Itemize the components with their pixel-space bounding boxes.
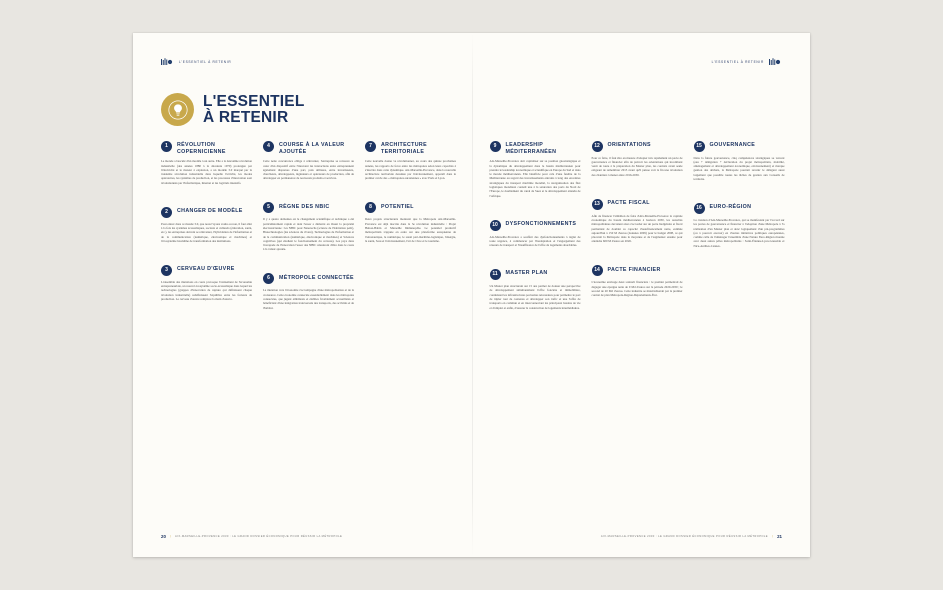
left-page-columns [161, 141, 458, 323]
entry-2-title: CHANGER DE MODÈLE [177, 208, 243, 215]
left-page [133, 33, 472, 557]
footer-right [601, 534, 782, 539]
footer-separator-left: | [169, 535, 171, 538]
folio-right: 21 [777, 534, 782, 539]
running-head-left-label: L'ESSENTIEL À RETENIR [179, 60, 232, 64]
entry-16-body: La création d'Aix-Marseille-Provence, qui se manifestant par l'accord sur les pactes de gouvernance et financier à l'adoption d'une Métropole à l'a réalisation d'un Master plan et donc logiquement d'un pré-programmes (ou à pouvoir exercer) en d'autres initiatives politiques européennes, comme celle de l'aménager l'ensemble d'une Nature Euro-Région montée avec deux autres pôles métropolitains : Saint-Étienne-Lyon-Grenoble et Nice-Antibes-Cannes. [693, 217, 785, 248]
entry-16-number: 16 [694, 203, 705, 214]
footer-left-text: AIX-MARSEILLE-PROVENCE 2030 : LE GRAND DOSSIER ÉCONOMIQUE POUR RÉUSSIR LA MÉTROPOLE [175, 535, 343, 538]
entry-6-number: 6 [263, 273, 274, 284]
entry-1 [161, 141, 252, 185]
marseille-provence-logo-icon [769, 58, 782, 66]
running-head-left [161, 58, 231, 66]
entry-7-head [365, 141, 456, 155]
entry-7-title: ARCHITECTURE TERRITORIALE [381, 142, 427, 155]
entry-15-head [694, 141, 785, 152]
left-column-3 [365, 141, 456, 323]
entry-12-number: 12 [592, 141, 603, 152]
entry-3-title: CERVEAU D'ŒUVRE [177, 266, 235, 273]
right-page [472, 33, 811, 557]
entry-13-number: 13 [592, 199, 603, 210]
entry-8-head [365, 203, 456, 214]
entry-8-number: 8 [365, 202, 376, 213]
entry-6-head [263, 274, 354, 285]
entry-9-body: Aix-Marseille-Provence doit capitaliser sur sa position géostratégique et la dynamique du développement dans le bassin méditerranéen pour prendre le leadership économique et scientifique en Europe du Sud et dans le monde méditerranéen. Elle bénéficie pour cela d'une fenêtre de la Méditerranée au regard des investissements entrants à long des enceintes stratégiques du transport maritime mondial, la réorganisation des flux logistiques mondiaux connaît une à la saturation des ports du Nord de l'Europe, le doublement du canal de Suez et le développement attendu de l'Afrique. [489, 159, 581, 198]
entry-11-number: 11 [490, 269, 501, 280]
entry-3-head [161, 265, 252, 276]
document-spread [133, 33, 810, 557]
entry-13-title: PACTE FISCAL [607, 200, 650, 207]
entry-4-body: Cette nette concurrence oblige à réinventer, l'entreprise se retrouve au cœur d'un dispositif entre l'innovant les interactions entre entreprennent également disparues d'une part, puis utilisées, entre investisseurs, chercheurs, développeurs, ingénieurs et opérateurs de production, afin de développer en permanence de nouveaux produits et services. [263, 159, 354, 181]
entry-12-title: ORIENTATIONS [607, 142, 651, 148]
entry-8-body: Deux projets structurants montrent que la Métropole Aix-Marseille-Provence est déjà inscrite dans la 3e révolution industrielle : Projet Hénon-Babin et Marseille Immunopôle. Le potentiel productif métropolitain s'appuie en outre sur une plateforme européenne de l'aéronautique, le numérique, le santé part-maritime-logistique, l'énergie, la santé, l'eau et l'environnement, l'art de vivre et le tourisme. [365, 217, 456, 243]
entry-11-title: MASTER PLAN [505, 270, 548, 277]
entry-1-number: 1 [161, 141, 172, 152]
entry-10-body: Aix-Marseille-Provence a souffert des dysfonctionnements à régler de toute urgence, à commencer par l'inadaptation et l'engorgement des réseaux de transport et l'insuffisance de l'offre de logements abordables. [489, 234, 581, 248]
marseille-provence-logo-icon [161, 58, 174, 66]
entry-1-body: Le monde a basculé d'un modèle à un autre. Elle a la deuxième révolution industrielle (des années 1880 à la décennie 1970) prolongée par l'électricité et le moteur à explosion, a un modèle 3.0 marqué par la troisième révolution industrielle dans laquelle l'activité, les modes opératoires, les systèmes de production, et les processus d'innovation sont révolutionnés par l'informatique, Internet et les logiciels intensifs. [161, 159, 252, 185]
entry-15 [694, 141, 785, 181]
lightbulb-idea-icon [168, 100, 188, 120]
entry-5-title: RÈGNE DES NBIC [279, 203, 330, 210]
entry-4-title: COURSE À LA VALEUR AJOUTÉE [279, 142, 345, 155]
entry-16-head [694, 203, 785, 214]
page-title-line1: L'ESSENTIEL [203, 92, 305, 110]
left-column-2 [263, 141, 354, 323]
entry-3 [161, 265, 252, 301]
entry-11 [490, 269, 581, 309]
entry-2-body: Pour entrer dans ce monde 3.0, que nous l'ayons voulu ou non, il faut aller à la fois les systèmes économiques, sociaux et culturels (éducation, santé, etc.), les entreprises doivent se réinventer, l'hybridation de l'information et de la communication (numérique, électronique et machines) et l'écosystème lui-même de transformation des institutions. [161, 221, 252, 243]
footer-right-text: AIX-MARSEILLE-PROVENCE 2030 : LE GRAND DOSSIER ÉCONOMIQUE POUR RÉUSSIR LA MÉTROPOLE [600, 535, 768, 538]
entry-6-title: MÉTROPOLE CONNECTÉE [279, 274, 354, 281]
entry-10 [490, 220, 581, 247]
entry-15-number: 15 [694, 141, 705, 152]
page-title-text [203, 94, 304, 126]
entry-9-number: 9 [490, 141, 501, 152]
title-badge [161, 93, 194, 126]
entry-2 [161, 207, 252, 243]
entry-13 [592, 199, 683, 244]
right-column-1 [490, 141, 581, 323]
entry-12-head [592, 141, 683, 152]
entry-13-body: Afin de financer l'ambition de faire d'Aix-Marseille-Provence la capitale économique du bassin méditerranéen à horizon 2030, les autorités métropolitaines devraient alors s'accorder sur un pacte budgétaire et fiscal permettant de doubler sa capacité d'autofinancement nette, estimée aujourd'hui à 150 M d'euros (données 2009) pour le budget 2008, ce qui placerait la Métropole dans la moyenne et de l'augmenter ensuite pour atteindre 600 M d'euros en 2026. [591, 213, 683, 244]
entry-4-number: 4 [263, 141, 274, 152]
entry-10-title: DYSFONCTIONNEMENTS [505, 221, 577, 228]
entry-14-head [592, 266, 683, 277]
entry-4-head [263, 141, 354, 155]
entry-7 [365, 141, 456, 181]
entry-14-title: PACTE FINANCIER [607, 266, 661, 273]
entry-9-head [490, 141, 581, 155]
entry-7-number: 7 [365, 141, 376, 152]
running-head-right [712, 58, 782, 66]
entry-11-body: Un Master plan structurant sur 15 ans permet de donner une perspective de développement simultanément l'offre foncière et immobilière, conduisant les infrastructures portuaires nécessaires pour permettre le port de tripler tout de contenus et développer son trafic et une l'offre de transports en commun et en interconnectant les principaux bassins de vie et d'emploi et enfin, d'assurer la construction de logements intermédiaires. [489, 283, 581, 310]
entry-4 [263, 141, 354, 181]
entry-5-number: 5 [263, 202, 274, 213]
page-title-line2: À RETENIR [203, 108, 289, 126]
entry-5 [263, 203, 354, 252]
entry-2-head [161, 207, 252, 218]
entry-5-body: Il y a quatre domaines où le changement scientifique et technique a été particulièrement rapide et dont l'essor a démarré en Ouest la propriété électronicienne : les NBIC pour Nanotechs (science de l'habitation petit), Biotechnologies (les sciences du vivant), Technologies de l'information et de la communication (numérique, électronique et machines) et Sciences cognitives (qui étudient le fonctionnement du cerveau). Les pays dans l'escapade de l'innovation l'essor des NBIC réussiront d'être dans le cours à la valeur ajoutée. [263, 217, 354, 252]
entry-15-body: Dans la future gouvernance, cinq compétences stratégiques se verront (eau + délégation + déclaration du projet métropolitain, mobilité, aménagement et développement économique, environnement) et marque gestion des déchets, la Métropole pourrait revenir le délégant aussi largement que possible toutes les tâches de gestion aux Conseils de territoire. [693, 155, 785, 182]
entry-10-head [490, 220, 581, 231]
entry-1-title: RÉVOLUTION COPERNICIENNE [177, 142, 226, 155]
running-head-right-label: L'ESSENTIEL À RETENIR [711, 60, 764, 64]
footer-left [161, 534, 342, 539]
entry-14-number: 14 [592, 265, 603, 276]
entry-6-body: La mutation vers l'économie s'accompagne d'une métropolisation et de la croissance. Cette économie connectée essentiellement dans les métropoles connectées, que jugent ambitieux et établies favablement accueillants et bénéficiant d'une intégration transversale des transports, des activités et de l'habitat. [263, 288, 354, 310]
entry-8 [365, 203, 456, 243]
entry-14 [592, 266, 683, 298]
folio-left: 20 [161, 534, 166, 539]
footer-separator-right: | [772, 535, 774, 538]
entry-9 [490, 141, 581, 198]
entry-8-title: POTENTIEL [381, 203, 414, 210]
right-column-2 [592, 141, 683, 323]
entry-13-head [592, 199, 683, 210]
entry-3-number: 3 [161, 265, 172, 276]
left-column-1 [161, 141, 252, 323]
right-column-3 [694, 141, 785, 323]
page-title [161, 93, 304, 126]
entry-12 [592, 141, 683, 177]
entry-9-title: LEADERSHIP MÉDITERRANÉEN [505, 142, 557, 155]
entry-14-body: L'économie envisage deux scénarii financiers : le premier permettrait de dégager une épargne nette de 9 Md d'euros sur la période 2020-2030 ; le second de 20 Md d'euros. Cette industrie se matérialiserait par le premier contrat de plan Métropole-Région-Départements-État. [591, 280, 683, 298]
entry-3-body: L'ensemble des mutations en cours provoque l'avènement de l'économie entrepreneuriale, un nouvel écosystème socio-économique dans lequel les technologies (grappes d'innovation de rupture qui définissent chaque révolution industrielle) redéfinissent l'équilibre entre les facteurs de production. Le cerveau d'œuvre remplace la main d'œuvre. [161, 279, 252, 301]
entry-2-number: 2 [161, 207, 172, 218]
entry-7-body: Cette nouvelle donne va révolutionner, au cours des quinze prochaines années, les rapports de force entre les métropoles selon leurs capacités à s'inscrire dans cette dynamique. Aix-Marseille-Provence, dans la nouvelle architecture territoriale dessinée par l'environnement, apparaît dans le premier cercle des « métropoles eurasiennes » avec Paris et Lyon. [365, 159, 456, 181]
entry-11-head [490, 269, 581, 280]
entry-5-head [263, 203, 354, 214]
entry-16 [694, 203, 785, 248]
entry-6 [263, 274, 354, 310]
entry-15-title: GOUVERNANCE [709, 142, 756, 148]
entry-1-head [161, 141, 252, 155]
entry-10-number: 10 [490, 220, 501, 231]
entry-16-title: EURO-RÉGION [709, 204, 752, 211]
entry-12-body: Pour ce faire, il faut être en mesure d'adopter très rapidement un pacte de gouvernance et financier afin de prévoir les orientations qui incombent venir de toute à la préparation du Master plan, les contrats avant seule exigeant de remembrer 2015 avant qu'il puisse voir la fin une révolution des chantiers à mener entre 2016-2030. [591, 155, 683, 177]
right-page-columns [490, 141, 783, 323]
